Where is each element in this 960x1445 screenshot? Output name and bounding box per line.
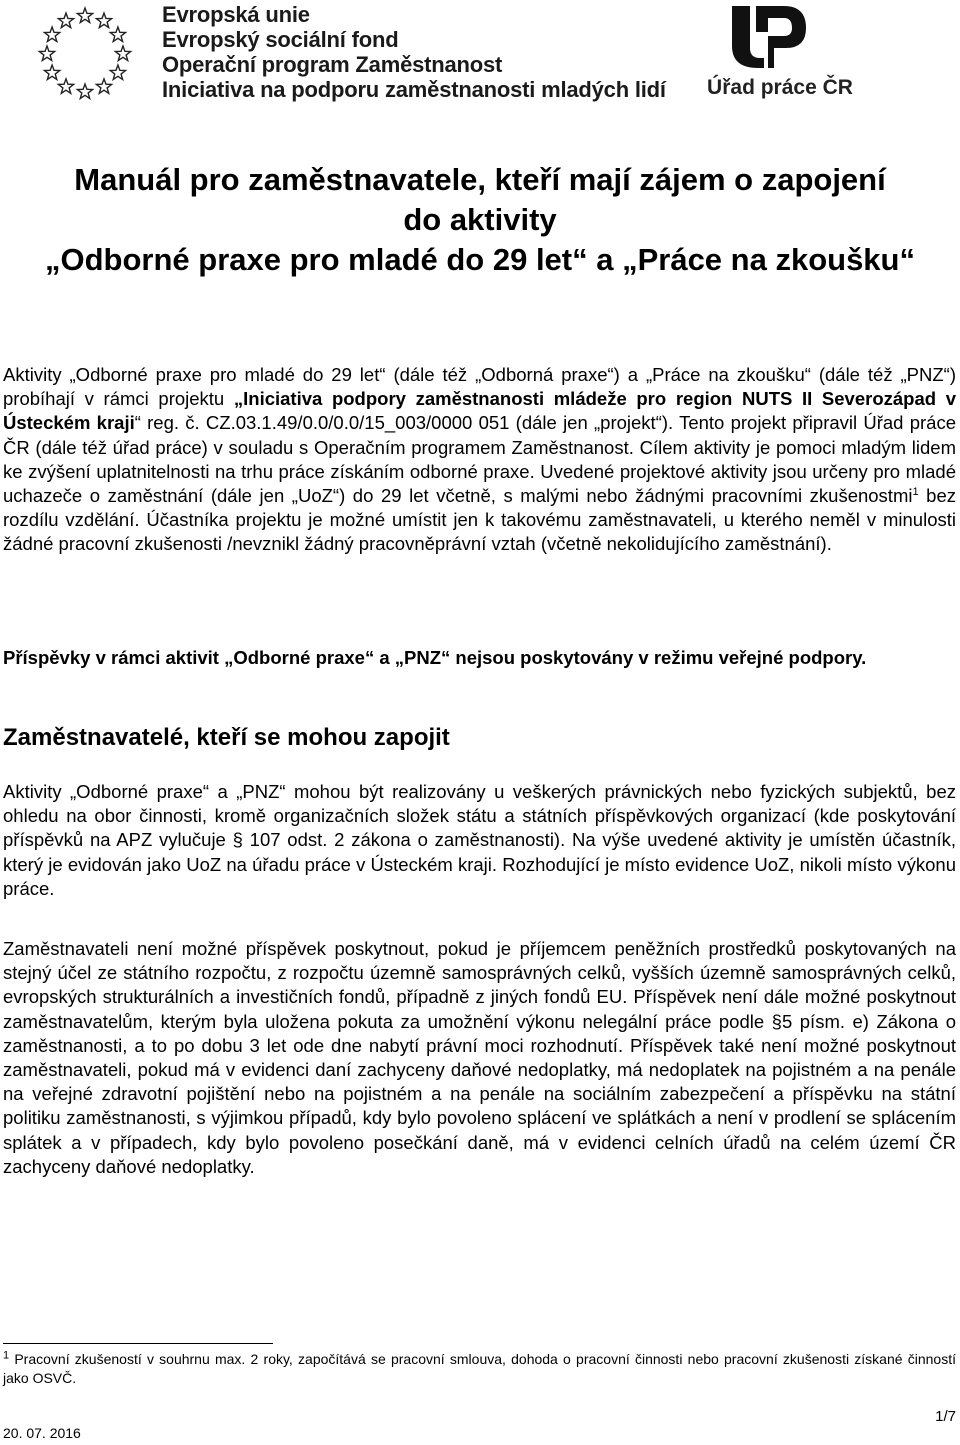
eu-program-text: [162, 2, 666, 102]
eu-line: Evropský sociální fond: [162, 27, 399, 52]
document-header: [0, 0, 960, 110]
state-aid-note: Příspěvky v rámci aktivit „Odborné praxe“ a „PNZ“ nejsou poskytovány v režimu veřejné podpory.: [3, 647, 867, 668]
eu-line: Operační program Zaměstnanost: [162, 52, 503, 77]
eu-star-icon: [39, 46, 54, 60]
eu-star-icon: [44, 27, 59, 41]
urad-prace-logo: [700, 0, 860, 110]
urad-prace-icon: [730, 2, 810, 72]
eu-star-icon: [96, 79, 111, 93]
eu-star-icon: [77, 84, 92, 98]
eligibility-paragraph: Aktivity „Odborné praxe“ a „PNZ“ mohou být realizovány u veškerých právnických nebo fyzických subjektů, bez ohledu na obor činnosti, kromě organizačních složek státu a státních příspěvkových organizací (kde poskytování příspěvků na APZ vylučuje § 107 odst. 2 zákona o zaměstnanosti). Na výše uvedené aktivity je umístěn účastník, který je evidován jako UoZ na úřadu práce v Ústeckém kraji. Rozhodující je místo evidence UoZ, nikoli místo výkonu práce.: [3, 781, 956, 899]
footnote-number: 1: [3, 1349, 10, 1362]
intro-text: bez rozdílu vzdělání. Účastníka projektu je možné umístit jen k takovému zaměstnavateli, u kterého neměl v minulosti žádné pracovní zkušenosti /nevznikl žádný pracovněprávní vztah (včetně nekolidujícího zaměstnání).: [3, 485, 956, 555]
eu-star-icon: [44, 65, 59, 79]
section-heading: Zaměstnavatelé, kteří se mohou zapojit: [3, 724, 450, 751]
eu-star-icon: [110, 27, 125, 41]
intro-text: “ reg. č. CZ.03.1.49/0.0/0.0/15_003/0000 051 (dále jen „projekt“). Tento projekt připravil Úřad práce ČR (dále též úřad práce) v souladu s Operačním programem Zaměstnanost. Cílem aktivity je pomoci mladým lidem ke zvýšení uplatnitelnosti na trhu práce získáním odborné praxe. Uvedené projektové aktivity jsou určeny pro mladé uchazeče o zaměstnání (dále jen „UoZ“) do 29 let včetně, s malými nebo žádnými pracovními zkušenostmi: [3, 412, 956, 507]
eu-star-icon: [110, 65, 125, 79]
title-line: Manuál pro zaměstnavatele, kteří mají zájem o zapojení: [74, 162, 886, 197]
project-name: „Iniciativa podpory zaměstnanosti mládeže pro region NUTS II Severozápad v Ústeckém kraji: [3, 388, 957, 434]
intro-paragraph: [3, 363, 956, 557]
footnote-ref: 1: [912, 485, 919, 498]
document-title: [0, 160, 960, 280]
eu-star-icon: [115, 46, 130, 60]
title-line: do aktivity: [403, 202, 557, 237]
footnote: [3, 1350, 956, 1388]
eu-star-icon: [77, 8, 92, 22]
document-date: 20. 07. 2016: [3, 1425, 81, 1441]
eu-star-icon: [58, 13, 73, 27]
eu-flag-logo: [20, 2, 150, 107]
intro-text: Aktivity „Odborné praxe pro mladé do 29 let“ (dále též „Odborná praxe“) a „Práce na zkoušku“ (dále též „PNZ“) probíhají v rámci projektu: [3, 364, 956, 410]
title-line: „Odborné praxe pro mladé do 29 let“ a „Práce na zkoušku“: [45, 242, 915, 277]
exclusion-paragraph: Zaměstnavateli není možné příspěvek poskytnout, pokud je příjemcem peněžních prostředků poskytovaných na stejný účel ze státního rozpočtu, z rozpočtu územně samosprávných celků, vyšších územně samosprávných celků, evropských strukturálních a investičních fondů, případně z jiných fondů EU. Příspěvek není dále možné poskytnout zaměstnavatelům, kterým byla uložena pokuta za umožnění výkonu nelegální práce podle §5 písm. e) Zákona o zaměstnanosti, a to po dobu 3 let ode dne nabytí právní moci rozhodnutí. Příspěvek také není možné poskytnout zaměstnavateli, pokud má v evidenci daní zachyceny daňové nedoplatky, má nedoplatek na pojistném a na penále na veřejné zdravotní pojištění nebo na pojistném a na penále na sociálním zabezpečení a příspěvku na státní politiku zaměstnanosti, s výjimkou případů, kdy bylo povoleno splácení ve splátkách a není v prodlení se splácením splátek a v případech, kdy bylo povoleno posečkání daně, má v evidenci celních úřadů na celém území ČR zachyceny daňové nedoplatky.: [3, 938, 956, 1177]
page-number: 1/7: [935, 1408, 956, 1425]
eu-line: Iniciativa na podporu zaměstnanosti mladých lidí: [162, 77, 666, 102]
eu-star-icon: [58, 79, 73, 93]
eu-line: Evropská unie: [162, 2, 310, 27]
eu-star-icon: [96, 13, 111, 27]
footnote-divider: [3, 1343, 273, 1344]
urad-prace-caption: Úřad práce ČR: [707, 76, 853, 99]
footnote-text: Pracovní zkušeností v souhrnu max. 2 roky, započítává se pracovní smlouva, dohoda o pracovní činnosti nebo pracovní zkušenosti získané činností jako OSVČ.: [3, 1351, 956, 1386]
